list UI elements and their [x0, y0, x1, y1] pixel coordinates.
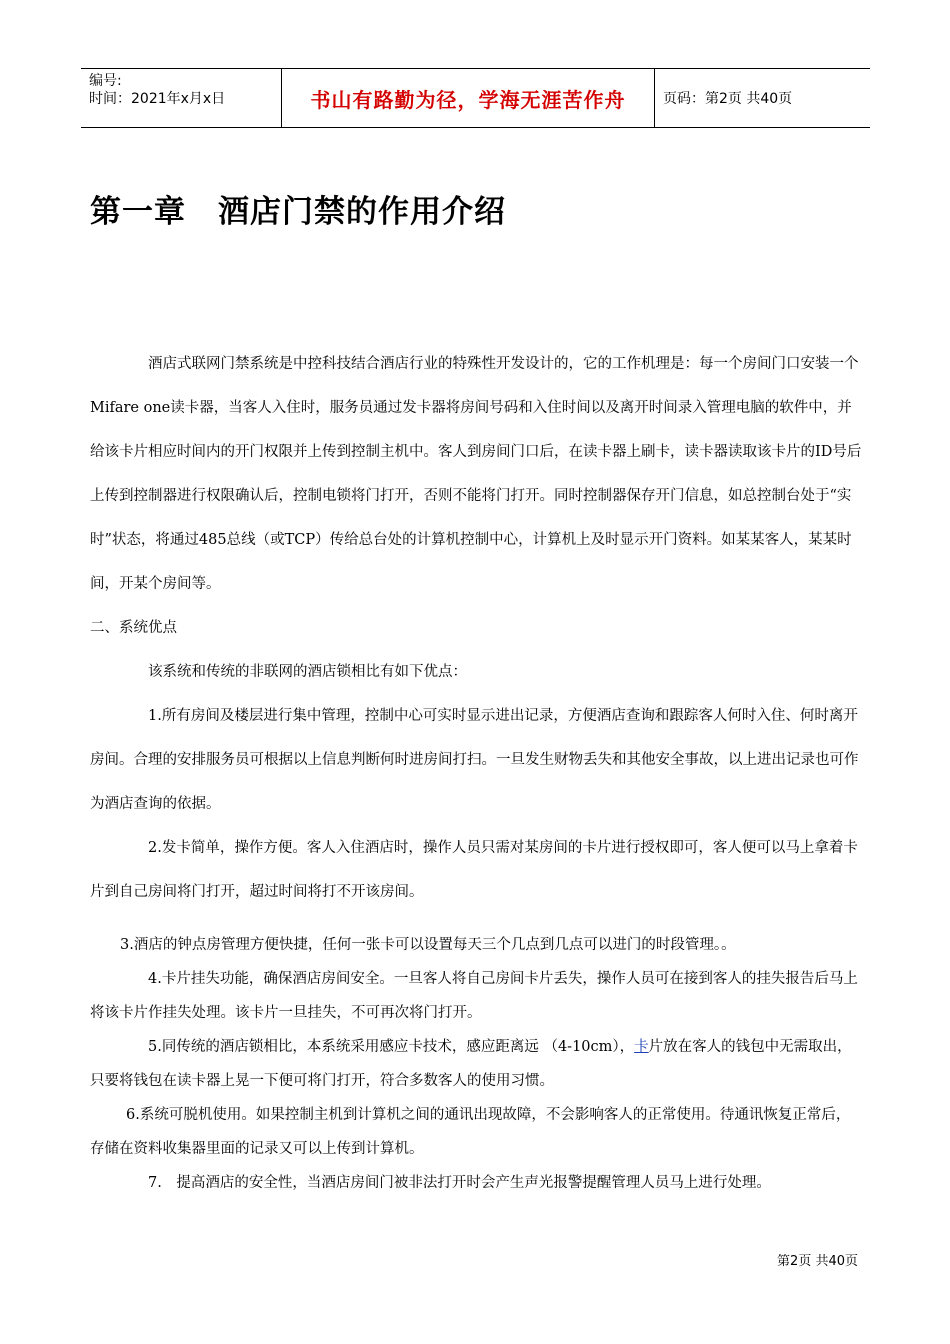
card-link[interactable]: 卡 — [634, 1039, 649, 1055]
advantage-item-5-text-start: 5.同传统的酒店锁相比，本系统采用感应卡技术，感应距离远 （4-10cm）， — [148, 1039, 635, 1055]
compare-intro-paragraph: 该系统和传统的非联网的酒店锁相比有如下优点： — [148, 664, 467, 680]
header-meta — [81, 69, 281, 127]
advantage-item-6: 6.系统可脱机使用。如果控制主机到计算机之间的通讯出现故障，不会影响客人的正常使用。待通讯恢复正常后，存储在资料收集器里面的记录又可以上传到计算机。 — [90, 1107, 851, 1157]
document-time-label: 时间：2021年x月x日 — [89, 91, 226, 107]
chapter-title: 第一章 酒店门禁的作用介绍 — [90, 194, 506, 230]
advantage-item-2: 2.发卡简单，操作方便。客人入住酒店时，操作人员只需对某房间的卡片进行授权即可，客人便可以马上拿着卡片到自己房间将门打开，超过时间将打不开该房间。 — [90, 840, 858, 900]
section-heading: 二、系统优点 — [90, 620, 177, 636]
page-footer: 第2页 共40页 — [777, 1254, 858, 1269]
intro-paragraph: 酒店式联网门禁系统是中控科技结合酒店行业的特殊性开发设计的，它的工作机理是：每一个房间门口安装一个Mifare one读卡器，当客人入住时，服务员通过发卡器将房间号码和入住时间以及离开时间录入管理电脑的软件中，并给该卡片相应时间内的开门权限并上传到控制主机中。客人到房间门口后，在读卡器上刷卡，读卡器读取该卡片的ID号后上传到控制器进行权限确认后，控制电锁将门打开，否则不能将门打开。同时控制器保存开门信息，如总控制台处于“实时”状态，将通过485总线（或TCP）传给总台处的计算机控制中心，计算机上及时显示开门资料。如某某客人，某某时间，开某个房间等。 — [90, 356, 862, 592]
document-body — [90, 342, 862, 1200]
advantage-item-4: 4.卡片挂失功能，确保酒店房间安全。一旦客人将自己房间卡片丢失，操作人员可在接到客人的挂失报告后马上将该卡片作挂失处理。该卡片一旦挂失，不可再次将门打开。 — [90, 971, 858, 1021]
advantage-item-3: 3.酒店的钟点房管理方便快捷，任何一张卡可以设置每天三个几点到几点可以进门的时段管理。。 — [120, 937, 736, 953]
advantage-item-7: 7. 提高酒店的安全性，当酒店房间门被非法打开时会产生声光报警提醒管理人员马上进行处理。 — [148, 1175, 771, 1191]
header-page-number: 页码：第2页 共40页 — [663, 91, 793, 107]
page-header — [81, 68, 870, 128]
advantage-item-5 — [90, 1030, 862, 1098]
header-motto: 书山有路勤为径，学海无涯苦作舟 — [281, 69, 655, 127]
document-number-label: 编号: — [89, 73, 122, 89]
advantage-item-5-text-end: 片放在客人的钱包中无需取出，只要将钱包在读卡器上晃一下便可将门打开，符合多数客人的使用习惯。 — [90, 1039, 852, 1089]
advantage-item-1: 1.所有房间及楼层进行集中管理，控制中心可实时显示进出记录，方便酒店查询和跟踪客人何时入住、何时离开房间。合理的安排服务员可根据以上信息判断何时进房间打扫。一旦发生财物丢失和其他安全事故，以上进出记录也可作为酒店查询的依据。 — [90, 708, 859, 812]
